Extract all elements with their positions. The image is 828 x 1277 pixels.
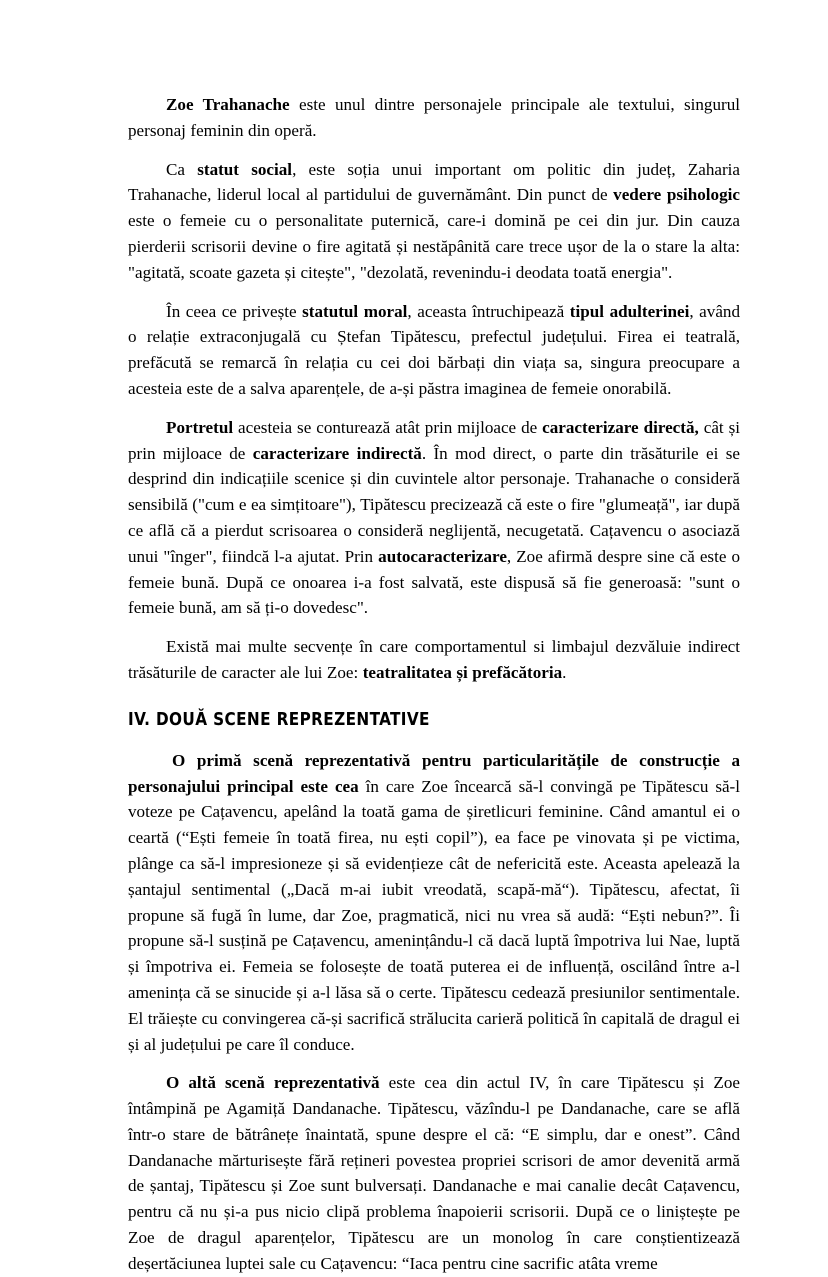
text-run: cât și prin mijloace de xyxy=(128,417,741,463)
text-run: , aceasta întruchipează xyxy=(407,301,570,321)
emphasis-run: caracterizare indirectă xyxy=(252,443,422,463)
emphasis-run: tipul adulterinei xyxy=(569,301,690,321)
paragraph-portret xyxy=(128,415,740,621)
paragraph-prima-scena xyxy=(128,748,740,1058)
emphasis-run: autocaracterizare xyxy=(378,546,507,566)
emphasis-run: statut social xyxy=(197,159,293,179)
emphasis-run: teatralitatea și prefăcătoria xyxy=(362,662,563,682)
text-run: Există mai multe secvențe în care comportamentul si limbajul dezvăluie indirect trăsăturile de caracter ale lui Zoe: xyxy=(128,637,740,682)
text-run: este cea din actul IV, în care Tipătescu și Zoe întâmpină pe Agamiță Dandanache. Tipătescu, văzîndu-l pe Dandanache, care se află într-o stare de bătrânețe înaintată, spune despre el că: “E simplu, dar e onest”. Când Dandanache mărturisește fără rețineri povestea propriei scrisori de amor devenită armă de șantaj, Tipătescu și Zoe sunt bulversați. Dandanache e mai canalie decât Cațavencu, pentru că nu și-a pus nicio clipă problema înapoierii scrisorii. După ce o liniștește pe Zoe de dragul aparențelor, Tipătescu are un monolog în care conștientizează deșertăciunea luptei sale cu Cațavencu: “Iaca pentru cine sacrific atâta vreme xyxy=(128,1073,740,1273)
emphasis-run: O primă scenă reprezentativă pentru particularitățile de construcție a personajului principal este cea xyxy=(128,750,740,796)
text-run: . xyxy=(562,662,567,682)
text-run: acesteia se conturează atât prin mijloace de xyxy=(233,417,543,437)
paragraph-secvente xyxy=(128,634,740,686)
text-run: este o femeie cu o personalitate puternică, care-i domină pe cei din jur. Din cauza pierderii scrisorii devine o fire agitată și nestăpânită care trece ușor de la o stare la alta: "agitată, scoate gazeta și citește", "dezolată, revenindu-i deodata toată energia". xyxy=(128,211,740,282)
text-run: în care Zoe încearcă să-l convingă pe Tipătescu să-l voteze pe Cațavencu, apelând la toată gama de șiretlicuri feminine. Când amantul ei o ceartă (“Ești femeie în toată firea, nu ești copil”), ea face pe vinovata și pe victima, plânge ca să-l impresioneze și să evidențieze cât de nefericită este. Aceasta apelează la șantajul sentimental („Dacă m-ai iubit vreodată, scapă-mă“). Tipătescu, afectat, îi propune să fugă în lume, dar Zoe, pragmatică, nici nu vrea să audă: “Ești nebun?”. Îi propune să-l susțină pe Cațavencu, amenințându-l că dacă luptă împotriva lui Nae, luptă și împotriva ei. Femeia se folosește de toată puterea ei de influență, oscilând între a-l amenința că se sinucide și a-l lăsa să o certe. Tipătescu cedează presiunilor sentimentale. El trăiește cu convingerea că-și sacrifică strălucita carieră politică în capitală de dragul ei și al județului pe care îl conduce. xyxy=(128,776,740,1054)
section-heading-iv: IV. DOUĂ SCENE REPREZENTATIVE xyxy=(128,709,430,730)
paragraph-intro xyxy=(128,92,740,144)
paragraph-statut-moral xyxy=(128,299,740,402)
emphasis-run: statutul moral xyxy=(302,301,408,321)
text-run: . În mod direct, o parte din trăsăturile ei se desprind din indicațiile scenice și din cuvintele altor personaje. Trahanache o consideră sensibilă ("cum e ea simțitoare"), Tipătescu precizează că este o fire "glumeață", iar după ce află că a pierdut scrisoarea o consideră neglijentă, necugetată. Cațavencu o asociază unui "înger", fiindcă l-a ajutat. Prin xyxy=(128,443,740,566)
emphasis-run: caracterizare directă, xyxy=(542,417,699,437)
emphasis-run: vedere psihologic xyxy=(613,185,740,205)
text-run: , Zoe afirmă despre sine că este o femeie bună. După ce onoarea i-a fost salvată, este dispusă să fie generoasă: "sunt o femeie bună, am să ți-o dovedesc". xyxy=(128,546,740,618)
text-run: , este soția unui important om politic din județ, Zaharia Trahanache, liderul local al partidului de guvernământ. Din punct de xyxy=(128,159,741,205)
emphasis-run: Zoe Trahanache xyxy=(166,95,290,114)
document-body xyxy=(128,92,740,1277)
text-run: Ca xyxy=(166,159,198,179)
text-run: este unul dintre personajele principale ale textului, singurul personaj feminin din operă. xyxy=(128,95,741,140)
text-run: În ceea ce privește xyxy=(166,301,303,321)
emphasis-run: O altă scenă reprezentativă xyxy=(166,1073,380,1093)
paragraph-alta-scena xyxy=(128,1070,740,1276)
emphasis-run: Portretul xyxy=(166,417,234,437)
text-run: , având o relație extraconjugală cu Ștefan Tipătescu, prefectul județului. Firea ei teatrală, prefăcută se remarcă în relația cu cei doi bărbați din viața sa, singura preocupare a acesteia este de a salva aparențele, de a-și păstra imaginea de femeie onorabilă. xyxy=(128,301,740,398)
paragraph-statut-social xyxy=(128,157,740,286)
